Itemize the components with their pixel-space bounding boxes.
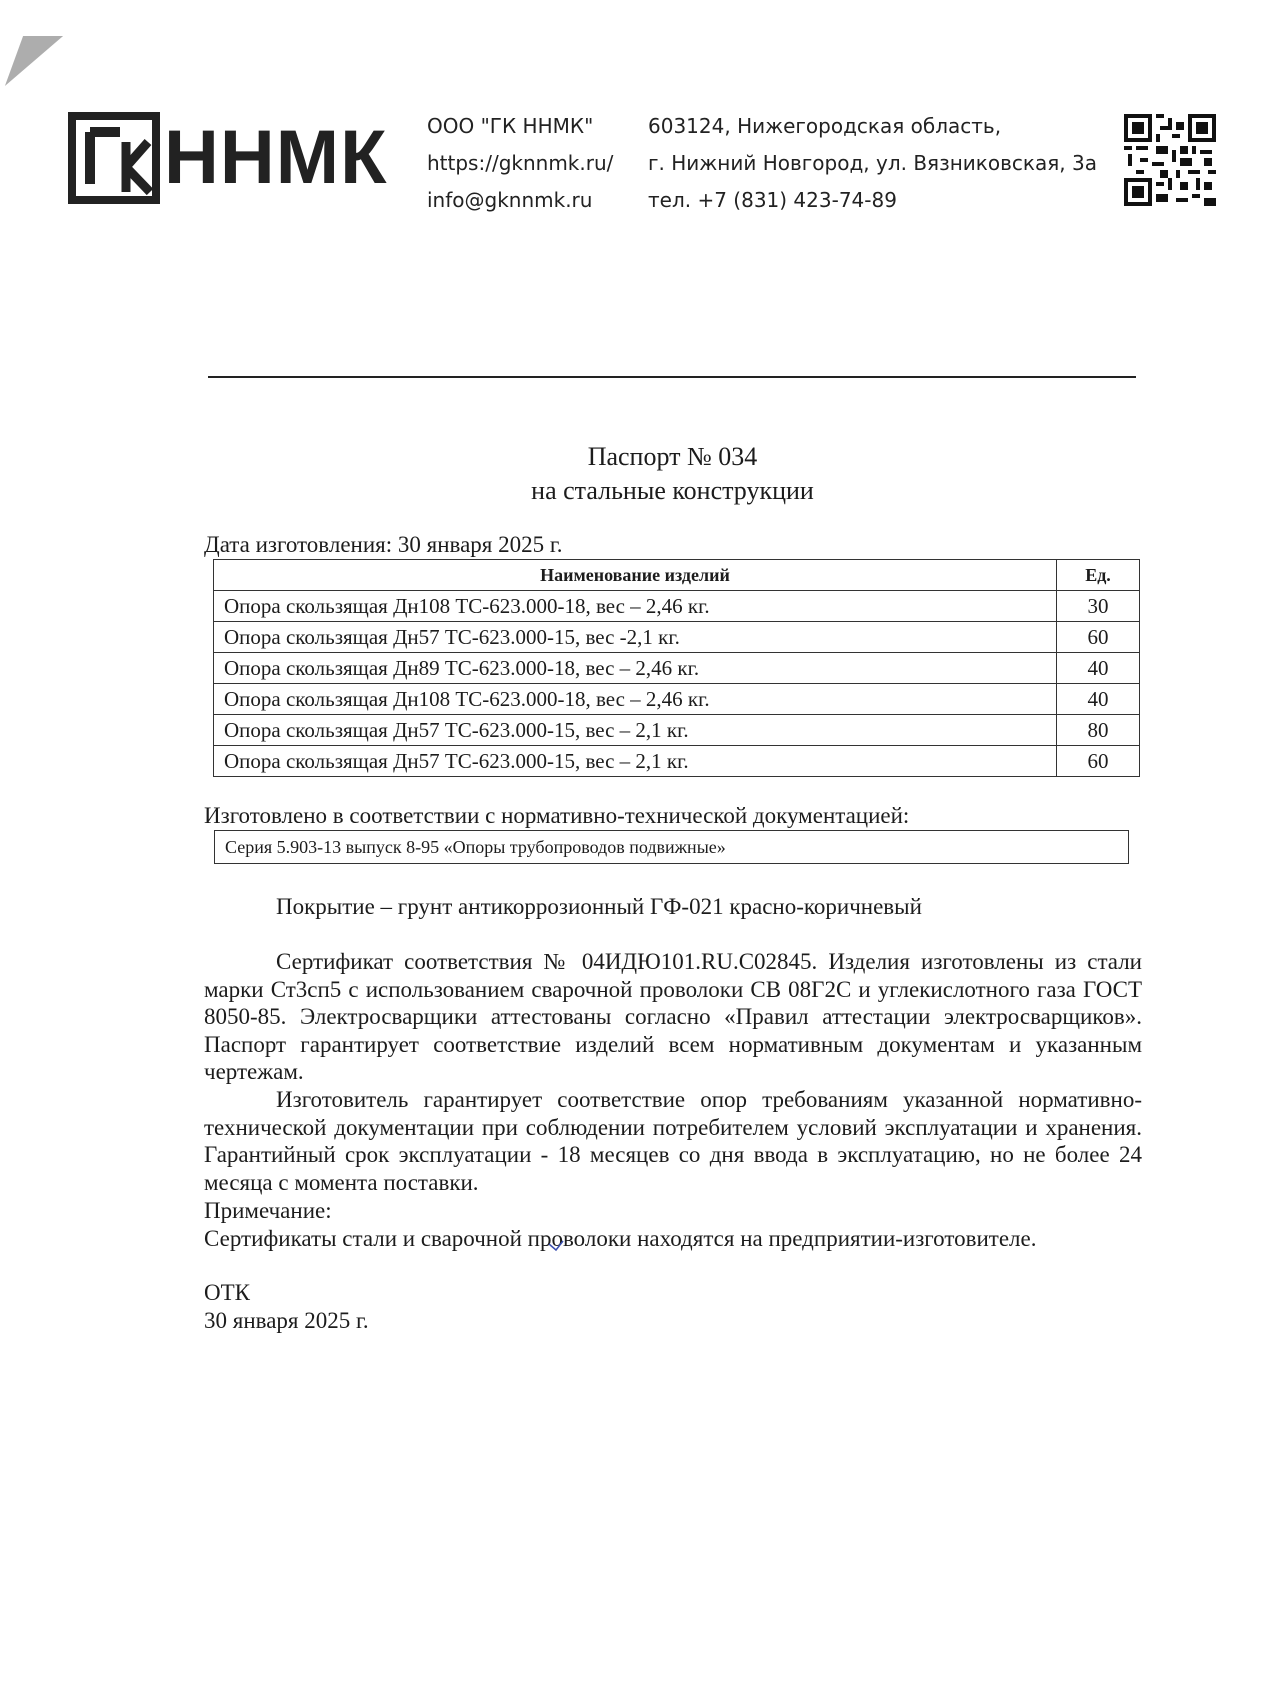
otk-label: ОТК [204,1280,250,1305]
item-name: Опора скользящая Дн108 ТС-623.000-18, вес – 2,46 кг. [214,591,1057,622]
column-header-qty: Ед. [1057,560,1140,591]
address-line-1: 603124, Нижегородская область, [648,114,1002,138]
item-name: Опора скользящая Дн57 ТС-623.000-15, вес -2,1 кг. [214,622,1057,653]
scan-corner-mark [5,36,63,86]
table-row [214,653,1140,684]
pen-mark-icon [548,1240,564,1252]
normtech-value: Серия 5.903-13 выпуск 8-95 «Опоры трубопроводов подвижные» [214,830,1129,864]
qr-code-icon [1124,114,1216,206]
item-name: Опора скользящая Дн57 ТС-623.000-15, вес – 2,1 кг. [214,715,1057,746]
column-header-name: Наименование изделий [214,560,1057,591]
table-row [214,684,1140,715]
item-qty: 30 [1057,591,1140,622]
table-row [214,591,1140,622]
item-name: Опора скользящая Дн89 ТС-623.000-18, вес – 2,46 кг. [214,653,1057,684]
company-email[interactable]: info@gknnmk.ru [427,188,593,212]
header-divider [208,376,1136,378]
document-title-block [0,440,1275,508]
item-qty: 60 [1057,746,1140,777]
company-logo [68,112,387,204]
document-title: Паспорт № 034 [587,442,758,471]
item-qty: 40 [1057,684,1140,715]
note-text: Сертификаты стали и сварочной проволоки находятся на предприятии-изготовителе. [204,1226,1037,1251]
table-row [214,622,1140,653]
normtech-label: Изготовлено в соответствии с нормативно-технической документацией: [204,803,910,828]
company-info [427,108,613,219]
table-header-row [214,560,1140,591]
table-row [214,715,1140,746]
note-label: Примечание: [204,1198,332,1223]
certificate-paragraph: Сертификат соответствия № 04ИДЮ101.RU.C02845. Изделия изготовлены из стали марки Ст3сп5 с использованием сварочной проволоки СВ 08Г2С и углекислотного газа ГОСТ 8050-85. Электросварщики аттестованы согласно «Правил аттестации электросварщиков». Паспорт гарантирует соответствие изделий всем нормативным документам и указанным чертежам. [204,949,1142,1084]
logo-mark-icon [68,112,160,204]
company-website[interactable]: https://gknnmk.ru/ [427,151,614,175]
phone: тел. +7 (831) 423-74-89 [648,188,897,212]
manufacture-date: Дата изготовления: 30 января 2025 г. [204,532,563,557]
item-qty: 60 [1057,622,1140,653]
item-qty: 40 [1057,653,1140,684]
address-line-2: г. Нижний Новгород, ул. Вязниковская, 3а [648,151,1097,175]
table-row [214,746,1140,777]
items-table [213,559,1140,777]
logo-text: ННМК [164,115,388,200]
warranty-paragraph: Изготовитель гарантирует соответствие опор требованиям указанной нормативно-технической документации при соблюдении потребителем условий эксплуатации и хранения. Гарантийный срок эксплуатации - 18 месяцев со дня ввода в эксплуатацию, но не более 24 месяца с момента поставки. [204,1087,1142,1195]
company-address [648,108,1097,219]
item-qty: 80 [1057,715,1140,746]
document-subtitle: на стальные конструкции [531,476,814,505]
otk-date: 30 января 2025 г. [204,1308,369,1333]
company-name: ООО "ГК ННМК" [427,114,594,138]
item-name: Опора скользящая Дн57 ТС-623.000-15, вес – 2,1 кг. [214,746,1057,777]
item-name: Опора скользящая Дн108 ТС-623.000-18, вес – 2,46 кг. [214,684,1057,715]
coating-paragraph: Покрытие – грунт антикоррозионный ГФ-021 красно-коричневый [276,894,922,919]
